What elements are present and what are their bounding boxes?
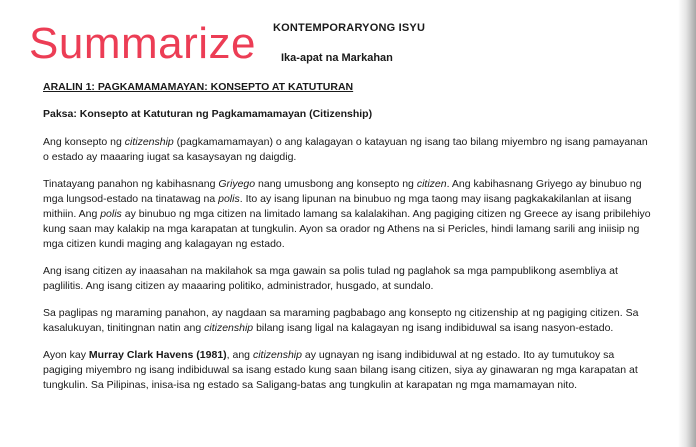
italic-term: citizenship (124, 136, 174, 148)
paragraph (43, 348, 653, 393)
italic-term: citizen (416, 178, 447, 190)
topic-heading: Paksa: Konsepto at Katuturan ng Pagkamamamayan (Citizenship) (43, 108, 373, 120)
text-run: Sa paglipas ng maraming panahon, ay nagdaan sa maraming pagbabago ang konsepto ng citizenship at ng pagiging citizen. Sa kasalukuyan, tinitingnan natin ang (43, 307, 639, 334)
lesson-title: ARALIN 1: PAGKAMAMAMAYAN: KONSEPTO AT KATUTURAN (43, 81, 354, 93)
page-edge-shadow (678, 0, 696, 447)
text-run: Ang isang citizen ay inaasahan na makilahok sa mga gawain sa polis tulad ng paglahok sa mga pampublikong asembliya at paglilitis. Ang isang citizen ay maaaring politiko, administrador, husgado, at sundalo. (43, 265, 618, 292)
text-run: bilang isang ligal na kalagayan ng isang indibiduwal sa isang nasyon-estado. (253, 322, 614, 334)
paragraph (43, 177, 653, 252)
paragraph (43, 135, 653, 165)
text-run: ay ugnayan ng isang indibiduwal at ng estado. Ito ay tumutukoy sa pagiging miyembro ng isang indibiduwal sa isang estado kung saan bilang isang citizen, siya ay ginawaran ng mga karapatan at tungkulin. Sa Pilipinas, inisa-isa ng estado sa Saligang-batas ang tungkulin at karapatan ng mga mamamayan nito. (43, 349, 638, 391)
text-run: ay binubuo ng mga citizen na limitado lamang sa kalalakihan. Ang pagiging citizen ng Greece ay isang pribilehiyo kung saan may kalakip na mga karapatan at tungkulin. Ayon sa orador ng Athens na si Pericles, hindi lamang sarili ang iniisip ng mga citizen kundi maging ang kalagayan ng estado. (43, 208, 651, 250)
text-run: nang umusbong ang konsepto ng (255, 178, 417, 190)
subject-title: KONTEMPORARYONG ISYU (273, 22, 426, 34)
paragraph-list (43, 135, 653, 393)
paragraph (43, 306, 653, 336)
text-run: Ayon kay (43, 349, 89, 361)
italic-term: Griyego (218, 178, 256, 190)
summarize-stamp: Summarize (29, 19, 256, 68)
italic-term: citizenship (252, 349, 302, 361)
text-run: (pagkamamamayan) o ang kalagayan o katayuan ng isang tao bilang miyembro ng isang pamayanan o estado ay maaaring iugat sa kasaysayan ng daigdig. (43, 136, 648, 163)
text-run: Ang konsepto ng (43, 136, 125, 148)
quarter-label: Ika-apat na Markahan (281, 52, 393, 64)
italic-term: citizenship (204, 322, 254, 334)
italic-term: polis (100, 208, 122, 220)
paragraph (43, 264, 653, 294)
text-run: . Ito ay isang lipunan na binubuo ng mga taong may iisang pagkakakilanlan at iisang mithiin. Ang (43, 193, 632, 220)
italic-term: polis (218, 193, 240, 205)
bold-name: Murray Clark Havens (1981) (88, 349, 227, 361)
text-run: Tinatayang panahon ng kabihasnang (43, 178, 219, 190)
text-run: , ang (226, 349, 253, 361)
document-body (43, 80, 653, 393)
text-run: . Ang kabihasnang Griyego ay binubuo ng mga lungsod-estado na tinatawag na (43, 178, 642, 205)
